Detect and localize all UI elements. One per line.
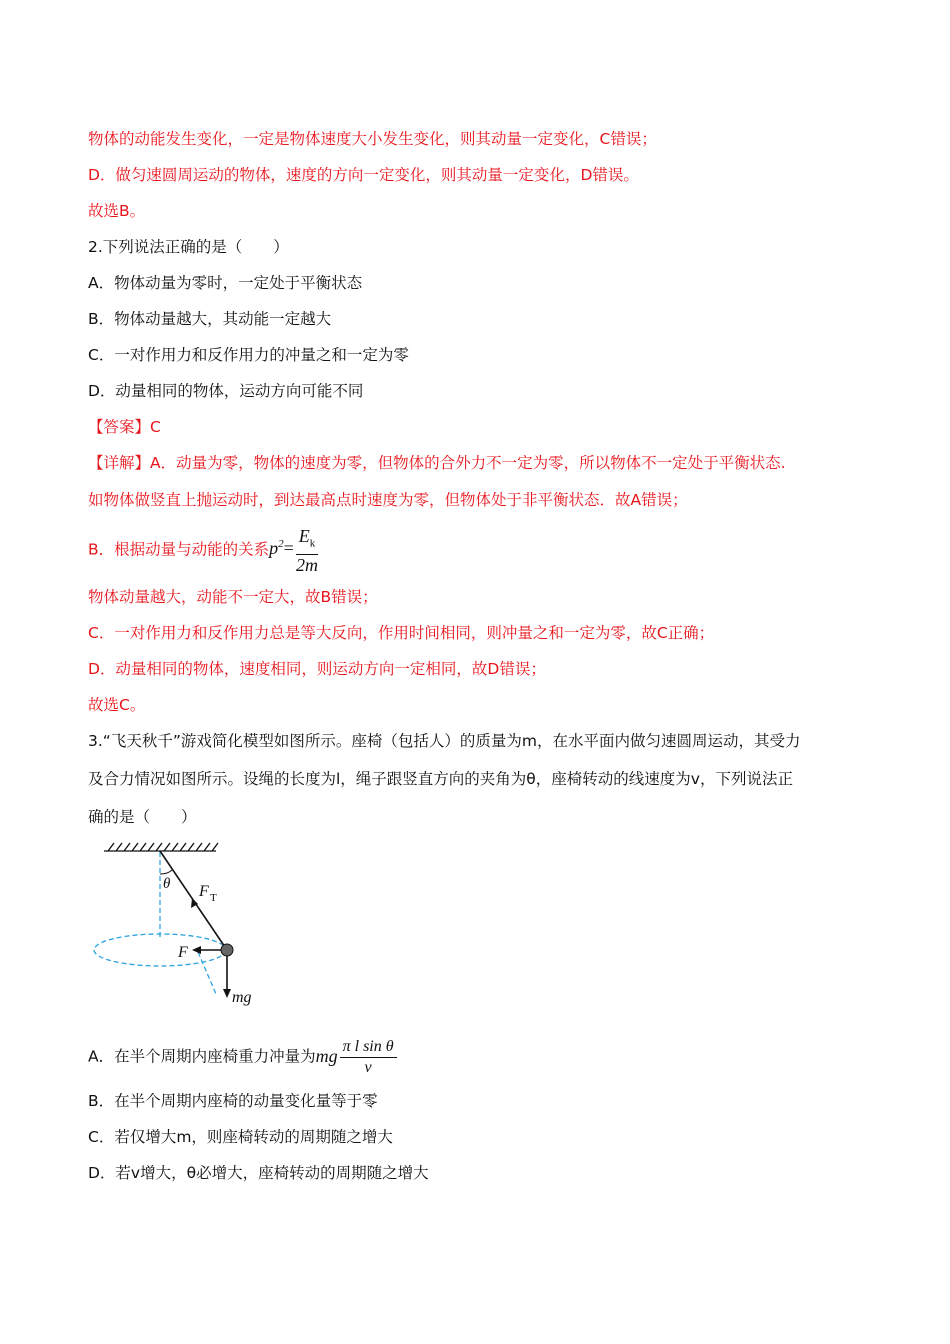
angle-arc [160,870,172,874]
formula-numerator [296,526,319,555]
formula-numerator: π l sin θ [340,1037,397,1058]
answer: 【答案】C [88,418,161,436]
question-2-stem: 2.下列说法正确的是（ ） [88,238,289,256]
swing-diagram [88,838,268,1010]
net-force-label: F [178,944,188,961]
option-a: A．物体动量为零时，一定处于平衡状态 [88,274,363,292]
option-c: C．若仅增大m，则座椅转动的周期随之增大 [88,1128,393,1146]
explanation-line: C．一对作用力和反作用力总是等大反向，作用时间相同，则冲量之和一定为零，故C正确； [88,624,715,642]
explanation-line: D．动量相同的物体，速度相同，则运动方向一定相同，故D错误； [88,660,546,678]
formula-denominator: 2m [296,554,319,575]
text-line: D．做匀速圆周运动的物体，速度的方向一定变化，则其动量一定变化，D错误。 [88,166,639,184]
explanation-text: B．根据动量与动能的关系 [88,540,270,559]
gravity-label: mg [232,989,252,1006]
option-c: C．一对作用力和反作用力的冲量之和一定为零 [88,346,409,364]
option-b: B．物体动量越大，其动能一定越大 [88,310,332,328]
text-line: 物体的动能发生变化，一定是物体速度大小发生变化，则其动量一定变化，C错误； [88,130,657,148]
explanation-line: 如物体做竖直上抛运动时，到达最高点时速度为零，但物体处于非平衡状态．故A错误； [88,491,688,509]
net-force-arrowhead [192,946,201,954]
formula-ek-sub: k [309,537,316,550]
option-d: D．动量相同的物体，运动方向可能不同 [88,382,364,400]
gravity-arrowhead [223,989,231,998]
formula-impulse [315,1038,397,1076]
formula-momentum-energy [269,526,319,575]
question-3-stem: 确的是（ ） [88,808,197,826]
formula-fraction [340,1037,397,1078]
theta-label: θ [163,876,171,892]
question-3-stem: 及合力情况如图所示。设绳的长度为l，绳子跟竖直方向的夹角为θ，座椅转动的线速度为v，下列说法正 [88,770,793,788]
radius-dashed [198,952,216,994]
explanation-line: 物体动量越大，动能不一定大，故B错误； [88,588,378,606]
formula-fraction [296,526,319,575]
explanation-line: 【详解】A．动量为零，物体的速度为零，但物体的合外力不一定为零，所以物体不一定处于平衡状态. [88,454,786,472]
seat-ball [221,944,233,956]
tension-subscript: T [210,892,217,904]
text-line: 故选B。 [88,202,146,220]
option-d: D．若v增大，θ必增大，座椅转动的周期随之增大 [88,1164,429,1182]
formula-denominator: v [364,1059,372,1076]
formula-mg: mg [315,1045,338,1066]
formula-eq: = [283,538,294,559]
ceiling-hatch [104,843,218,851]
explanation-line: 故选C。 [88,696,146,714]
question-3-stem: 3.“飞天秋千”游戏简化模型如图所示。座椅（包括人）的质量为m，在水平面内做匀速圆周运动，其受力 [88,732,801,750]
option-a: A．在半个周期内座椅重力冲量为 [88,1047,316,1066]
formula-ek: E [298,526,310,546]
formula-lhs: p [269,538,279,559]
formula-exp: 2 [278,538,284,551]
option-a-line [88,1037,397,1078]
tension-label: F [199,883,209,900]
option-b: B．在半个周期内座椅的动量变化量等于零 [88,1092,378,1110]
explanation-formula-line [88,526,318,575]
